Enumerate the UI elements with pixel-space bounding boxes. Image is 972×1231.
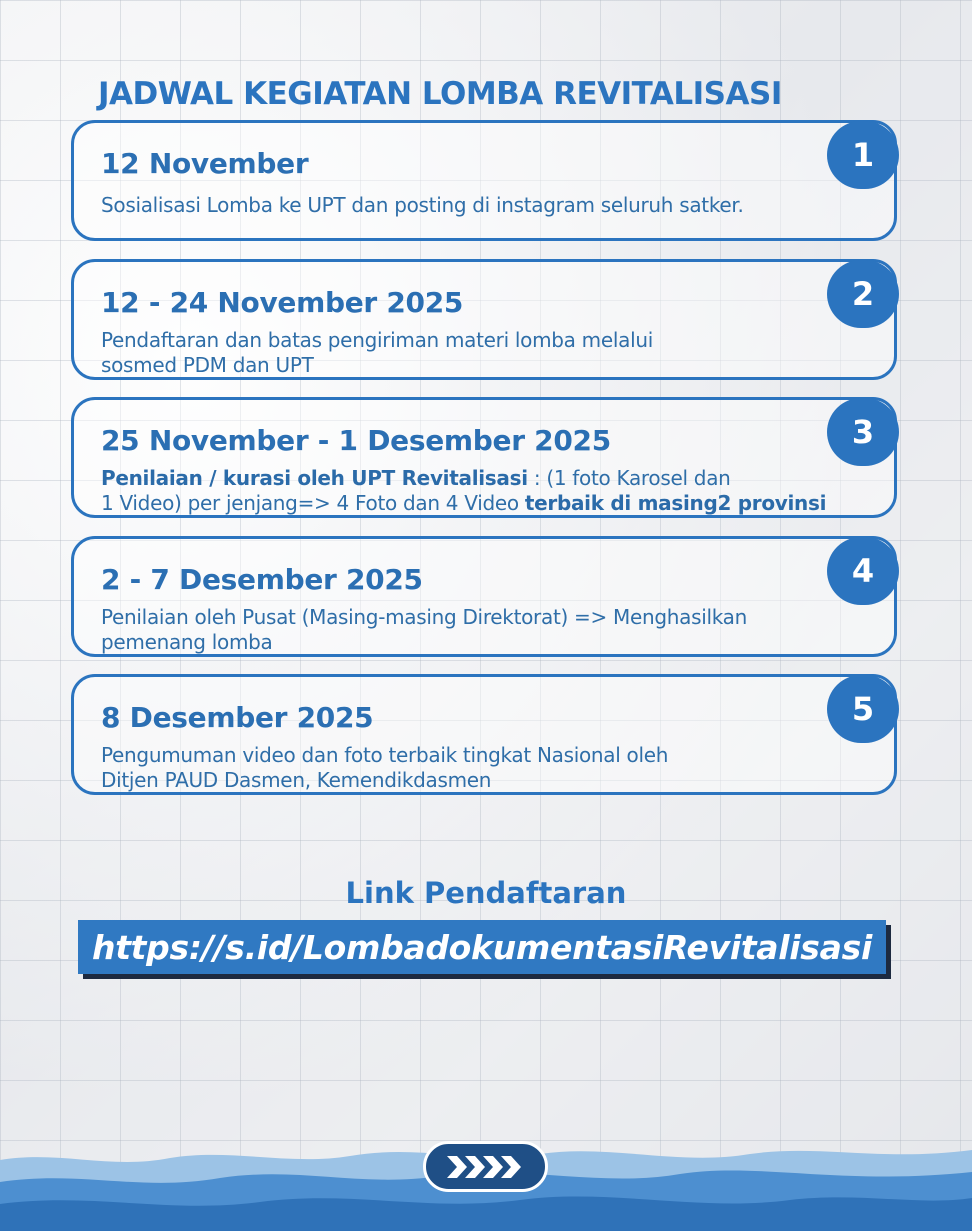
- schedule-card-4: [71, 536, 897, 657]
- step-number-badge: 1: [827, 121, 899, 189]
- description-bold: Penilaian / kurasi oleh UPT Revitalisasi: [101, 466, 528, 490]
- step-number-badge: 2: [827, 260, 899, 328]
- schedule-description: [101, 743, 881, 793]
- description-line: [101, 466, 881, 491]
- registration-link[interactable]: https://s.id/LombadokumentasiRevitalisasi: [78, 920, 886, 974]
- schedule-description: [101, 605, 881, 655]
- chevrons-right-icon: [445, 1154, 527, 1180]
- schedule-description: [101, 466, 881, 516]
- step-number-badge: 3: [827, 398, 899, 466]
- schedule-description: [101, 328, 881, 378]
- schedule-card-1: [71, 120, 897, 241]
- schedule-card-3: [71, 397, 897, 518]
- step-number-badge: 4: [827, 537, 899, 605]
- link-label: Link Pendaftaran: [345, 876, 627, 910]
- page-title: JADWAL KEGIATAN LOMBA REVITALISASI: [98, 76, 782, 112]
- description-line: Penilaian oleh Pusat (Masing-masing Direktorat) => Menghasilkan: [101, 605, 747, 629]
- schedule-description: Sosialisasi Lomba ke UPT dan posting di instagram seluruh satker.: [101, 193, 744, 217]
- schedule-card-5: [71, 674, 897, 795]
- next-button[interactable]: [423, 1141, 548, 1192]
- description-text: : (1 foto Karosel dan: [527, 466, 731, 490]
- description-line: Pendaftaran dan batas pengiriman materi lomba melalui: [101, 328, 653, 352]
- schedule-date: 2 - 7 Desember 2025: [101, 563, 423, 596]
- description-line: pemenang lomba: [101, 630, 273, 654]
- description-line: sosmed PDM dan UPT: [101, 353, 314, 377]
- description-bold: terbaik di masing2 provinsi: [524, 491, 827, 515]
- schedule-date: 12 November: [101, 147, 309, 180]
- schedule-card-2: [71, 259, 897, 380]
- schedule-date: 12 - 24 November 2025: [101, 286, 464, 319]
- description-line: [101, 491, 881, 516]
- description-line: Ditjen PAUD Dasmen, Kemendikdasmen: [101, 768, 492, 792]
- step-number-badge: 5: [827, 675, 899, 743]
- schedule-date: 25 November - 1 Desember 2025: [101, 424, 611, 457]
- description-text: 1 Video) per jenjang=> 4 Foto dan 4 Video: [101, 491, 525, 515]
- description-line: Pengumuman video dan foto terbaik tingkat Nasional oleh: [101, 743, 669, 767]
- schedule-date: 8 Desember 2025: [101, 701, 374, 734]
